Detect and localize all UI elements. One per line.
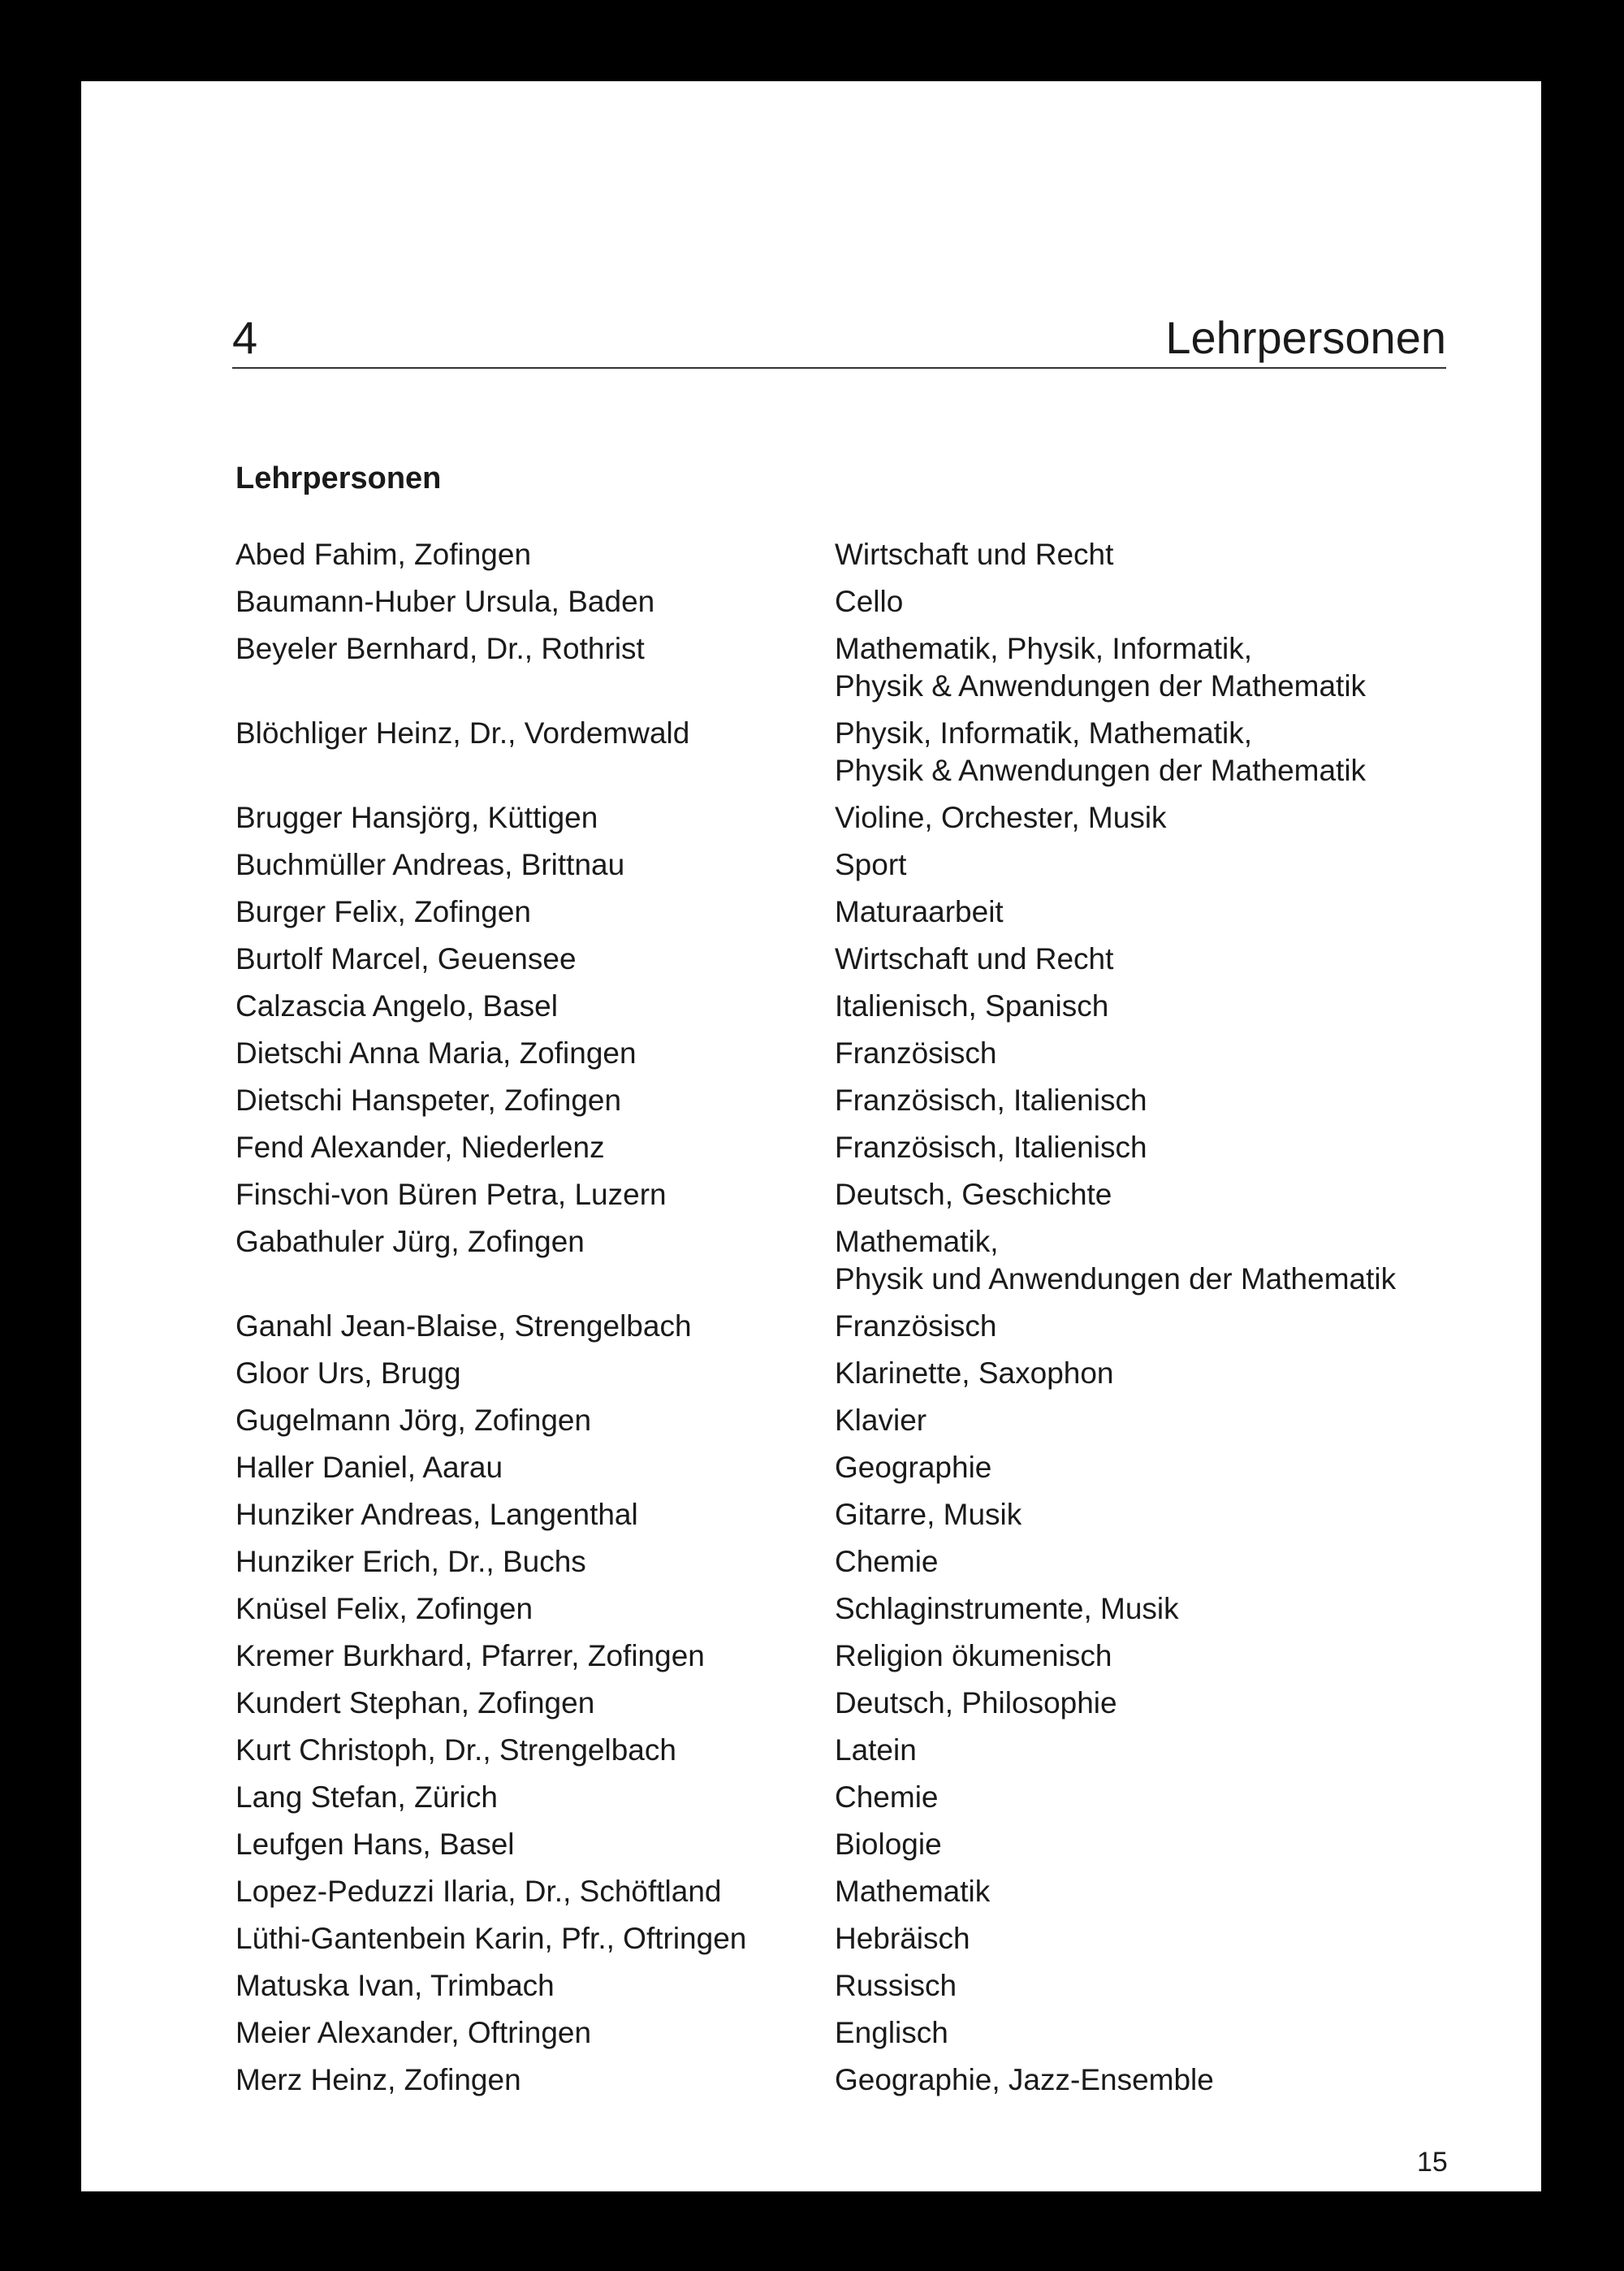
teacher-row bbox=[235, 941, 1567, 988]
subject-line: Religion ökumenisch bbox=[835, 1639, 1112, 1672]
teacher-list bbox=[235, 536, 1567, 2109]
teacher-subjects bbox=[835, 1176, 1567, 1223]
teacher-row bbox=[235, 715, 1567, 799]
teacher-row bbox=[235, 1355, 1567, 1402]
document-page bbox=[81, 81, 1541, 2191]
chapter-title: Lehrpersonen bbox=[1165, 312, 1446, 363]
teacher-subjects bbox=[835, 630, 1567, 715]
teacher-subjects bbox=[835, 1308, 1567, 1355]
subject-line: Deutsch, Philosophie bbox=[835, 1686, 1117, 1719]
teacher-row bbox=[235, 630, 1567, 715]
teacher-name: Haller Daniel, Aarau bbox=[235, 1451, 503, 1484]
teacher-row bbox=[235, 583, 1567, 630]
subject-line: Französisch bbox=[835, 1309, 997, 1343]
subject-line: Schlaginstrumente, Musik bbox=[835, 1592, 1179, 1625]
teacher-name: Lüthi-Gantenbein Karin, Pfr., Oftringen bbox=[235, 1922, 747, 1955]
teacher-subjects bbox=[835, 583, 1567, 630]
subject-line: Physik, Informatik, Mathematik, bbox=[835, 716, 1253, 750]
teacher-subjects bbox=[835, 1082, 1567, 1129]
teacher-subjects bbox=[835, 1732, 1567, 1779]
teacher-subjects bbox=[835, 846, 1567, 893]
teacher-name: Gloor Urs, Brugg bbox=[235, 1356, 461, 1390]
teacher-row bbox=[235, 1685, 1567, 1732]
teacher-subjects bbox=[835, 941, 1567, 988]
subject-line: Biologie bbox=[835, 1828, 942, 1861]
teacher-subjects bbox=[835, 536, 1567, 583]
subject-line: Wirtschaft und Recht bbox=[835, 538, 1114, 571]
teacher-row bbox=[235, 1732, 1567, 1779]
teacher-name: Knüsel Felix, Zofingen bbox=[235, 1592, 533, 1625]
teacher-row bbox=[235, 1543, 1567, 1590]
teacher-name: Buchmüller Andreas, Brittnau bbox=[235, 848, 625, 881]
teacher-subjects bbox=[835, 1920, 1567, 1967]
teacher-row bbox=[235, 1637, 1567, 1685]
teacher-row bbox=[235, 988, 1567, 1035]
teacher-row bbox=[235, 1402, 1567, 1449]
teacher-name: Kundert Stephan, Zofingen bbox=[235, 1686, 595, 1719]
teacher-name: Abed Fahim, Zofingen bbox=[235, 538, 532, 571]
teacher-row bbox=[235, 1449, 1567, 1496]
subject-line: Latein bbox=[835, 1733, 917, 1767]
teacher-name: Brugger Hansjörg, Küttigen bbox=[235, 801, 598, 834]
subject-line: Geographie, Jazz-Ensemble bbox=[835, 2063, 1214, 2096]
teacher-subjects bbox=[835, 1826, 1567, 1873]
teacher-name: Dietschi Anna Maria, Zofingen bbox=[235, 1036, 637, 1070]
teacher-name: Fend Alexander, Niederlenz bbox=[235, 1131, 605, 1164]
teacher-subjects bbox=[835, 799, 1567, 846]
subject-line: Französisch, Italienisch bbox=[835, 1131, 1147, 1164]
subject-line: Gitarre, Musik bbox=[835, 1498, 1022, 1531]
subject-line: Mathematik bbox=[835, 1875, 991, 1908]
teacher-row bbox=[235, 893, 1567, 941]
teacher-row bbox=[235, 1082, 1567, 1129]
teacher-name: Burtolf Marcel, Geuensee bbox=[235, 942, 577, 975]
teacher-row bbox=[235, 1967, 1567, 2014]
teacher-subjects bbox=[835, 1355, 1567, 1402]
subject-line: Physik & Anwendungen der Mathematik bbox=[835, 669, 1367, 703]
subject-line: Geographie bbox=[835, 1451, 992, 1484]
subject-line: Englisch bbox=[835, 2016, 948, 2049]
teacher-name: Kremer Burkhard, Pfarrer, Zofingen bbox=[235, 1639, 705, 1672]
teacher-name: Beyeler Bernhard, Dr., Rothrist bbox=[235, 632, 645, 665]
teacher-row bbox=[235, 536, 1567, 583]
teacher-subjects bbox=[835, 1543, 1567, 1590]
teacher-name: Hunziker Erich, Dr., Buchs bbox=[235, 1545, 586, 1578]
subject-line: Chemie bbox=[835, 1545, 939, 1578]
teacher-subjects bbox=[835, 1637, 1567, 1685]
teacher-name: Meier Alexander, Oftringen bbox=[235, 2016, 592, 2049]
teacher-name: Gugelmann Jörg, Zofingen bbox=[235, 1404, 592, 1437]
subject-line: Cello bbox=[835, 585, 904, 618]
teacher-row bbox=[235, 1223, 1567, 1308]
teacher-subjects bbox=[835, 1449, 1567, 1496]
chapter-number: 4 bbox=[232, 312, 258, 363]
subject-line: Klavier bbox=[835, 1404, 927, 1437]
teacher-name: Burger Felix, Zofingen bbox=[235, 895, 532, 928]
teacher-name: Dietschi Hanspeter, Zofingen bbox=[235, 1084, 622, 1117]
teacher-name: Finschi-von Büren Petra, Luzern bbox=[235, 1178, 667, 1211]
subject-line: Französisch bbox=[835, 1036, 997, 1070]
teacher-row bbox=[235, 1308, 1567, 1355]
teacher-subjects bbox=[835, 1779, 1567, 1826]
subject-line: Französisch, Italienisch bbox=[835, 1084, 1147, 1117]
teacher-row bbox=[235, 1873, 1567, 1920]
teacher-subjects bbox=[835, 1129, 1567, 1176]
teacher-row bbox=[235, 1826, 1567, 1873]
teacher-name: Leufgen Hans, Basel bbox=[235, 1828, 515, 1861]
teacher-row bbox=[235, 799, 1567, 846]
teacher-subjects bbox=[835, 1402, 1567, 1449]
subject-line: Maturaarbeit bbox=[835, 895, 1004, 928]
teacher-name: Kurt Christoph, Dr., Strengelbach bbox=[235, 1733, 676, 1767]
subject-line: Hebräisch bbox=[835, 1922, 970, 1955]
teacher-name: Hunziker Andreas, Langenthal bbox=[235, 1498, 638, 1531]
teacher-row bbox=[235, 846, 1567, 893]
teacher-subjects bbox=[835, 1967, 1567, 2014]
subject-line: Sport bbox=[835, 848, 907, 881]
page-number: 15 bbox=[1417, 2147, 1448, 2178]
subject-line: Chemie bbox=[835, 1780, 939, 1814]
teacher-row bbox=[235, 1035, 1567, 1082]
teacher-row bbox=[235, 1590, 1567, 1637]
teacher-subjects bbox=[835, 715, 1567, 799]
teacher-subjects bbox=[835, 1223, 1567, 1308]
teacher-row bbox=[235, 1129, 1567, 1176]
subject-line: Mathematik, bbox=[835, 1225, 999, 1258]
teacher-name: Merz Heinz, Zofingen bbox=[235, 2063, 521, 2096]
section-heading: Lehrpersonen bbox=[235, 461, 442, 495]
teacher-name: Lopez-Peduzzi Ilaria, Dr., Schöftland bbox=[235, 1875, 722, 1908]
teacher-row bbox=[235, 1920, 1567, 1967]
teacher-row bbox=[235, 1496, 1567, 1543]
teacher-row bbox=[235, 1176, 1567, 1223]
teacher-subjects bbox=[835, 1685, 1567, 1732]
teacher-name: Calzascia Angelo, Basel bbox=[235, 989, 558, 1023]
subject-line: Italienisch, Spanisch bbox=[835, 989, 1109, 1023]
subject-line: Violine, Orchester, Musik bbox=[835, 801, 1167, 834]
teacher-name: Blöchliger Heinz, Dr., Vordemwald bbox=[235, 716, 690, 750]
teacher-name: Ganahl Jean-Blaise, Strengelbach bbox=[235, 1309, 692, 1343]
teacher-name: Lang Stefan, Zürich bbox=[235, 1780, 498, 1814]
chapter-header bbox=[232, 299, 1446, 369]
teacher-subjects bbox=[835, 1035, 1567, 1082]
teacher-subjects bbox=[835, 1496, 1567, 1543]
subject-line: Wirtschaft und Recht bbox=[835, 942, 1114, 975]
subject-line: Russisch bbox=[835, 1969, 957, 2002]
subject-line: Physik & Anwendungen der Mathematik bbox=[835, 754, 1367, 787]
teacher-name: Baumann-Huber Ursula, Baden bbox=[235, 585, 655, 618]
subject-line: Mathematik, Physik, Informatik, bbox=[835, 632, 1253, 665]
teacher-row bbox=[235, 2014, 1567, 2061]
subject-line: Physik und Anwendungen der Mathematik bbox=[835, 1262, 1397, 1296]
teacher-name: Matuska Ivan, Trimbach bbox=[235, 1969, 555, 2002]
teacher-subjects bbox=[835, 2014, 1567, 2061]
teacher-row bbox=[235, 2061, 1567, 2109]
teacher-row bbox=[235, 1779, 1567, 1826]
teacher-name: Gabathuler Jürg, Zofingen bbox=[235, 1225, 585, 1258]
teacher-subjects bbox=[835, 2061, 1567, 2109]
teacher-subjects bbox=[835, 1873, 1567, 1920]
subject-line: Deutsch, Geschichte bbox=[835, 1178, 1112, 1211]
teacher-subjects bbox=[835, 893, 1567, 941]
teacher-subjects bbox=[835, 988, 1567, 1035]
subject-line: Klarinette, Saxophon bbox=[835, 1356, 1114, 1390]
teacher-subjects bbox=[835, 1590, 1567, 1637]
